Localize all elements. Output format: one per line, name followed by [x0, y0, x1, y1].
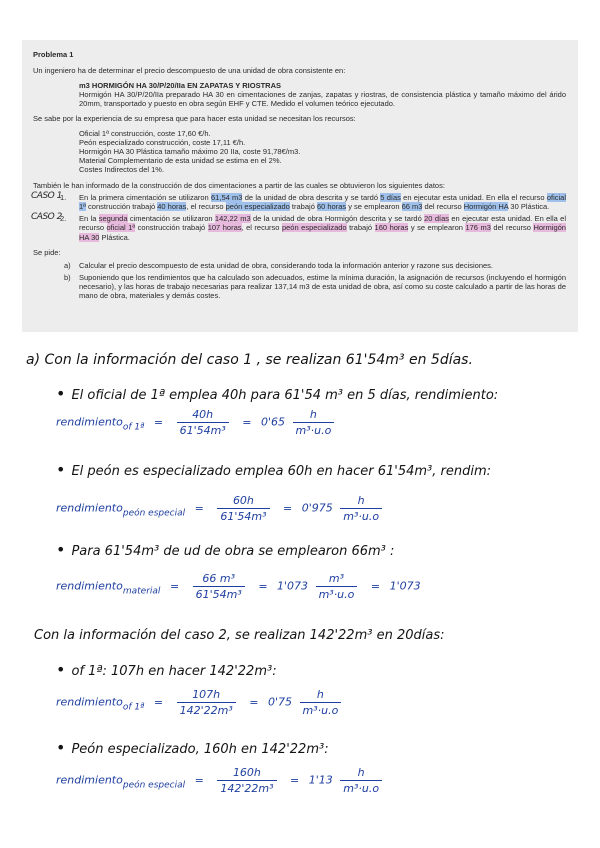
denominator: m³·u.o — [295, 424, 332, 437]
case-2-handwritten-tag: CASO 2 — [31, 212, 62, 223]
highlight: 20 días — [424, 214, 450, 224]
note-text: El peón es especializado emplea 60h en hacer 61'54m³, rendim: — [71, 464, 491, 479]
formula-label: rendimiento — [56, 773, 123, 787]
cases-intro: También le han informado de la construcción de dos cimentaciones a partir de las cuales se obtuvieron los siguientes datos: — [33, 181, 445, 191]
result: 0'75 — [267, 695, 292, 709]
case-text: trabajó — [289, 202, 317, 212]
case-text: del recurso — [490, 223, 534, 233]
case-text: 30 Plástica. — [508, 202, 550, 212]
problem-title: Problema 1 — [33, 50, 74, 59]
unit-fraction — [340, 494, 382, 523]
result: 0'65 — [260, 415, 285, 429]
equals-sign: = — [290, 774, 300, 787]
question-label: a) — [64, 260, 71, 270]
result: 1'073 — [389, 579, 421, 593]
fraction — [217, 766, 276, 795]
highlight: 40 horas — [157, 202, 187, 212]
formula-subscript: peón especial — [122, 508, 186, 519]
case-text: cimentación se utilizaron — [127, 214, 215, 224]
denominator: m³·u.o — [318, 588, 355, 601]
formula-subscript: material — [122, 586, 161, 597]
note-material — [56, 540, 394, 559]
highlight: 5 días — [380, 193, 401, 203]
case-text: En la primera cimentación se utilizaron — [79, 193, 212, 203]
questions-heading: Se pide: — [33, 247, 61, 257]
highlight: 107 horas — [207, 223, 242, 233]
highlight: 60 horas — [316, 202, 347, 212]
numerator: 60h — [217, 494, 269, 509]
highlight: peón especializado — [281, 223, 347, 233]
case-1-handwritten-tag: CASO 1 — [31, 191, 62, 202]
formula-label: rendimiento — [56, 695, 123, 709]
denominator: m³·u.o — [302, 704, 339, 717]
formula-peon-2 — [56, 766, 386, 795]
highlight: oficial 1ª — [106, 223, 136, 233]
equals-sign: = — [153, 696, 164, 709]
resource-item: Hormigón HA 30 Plástica tamaño máximo 20 IIa, coste 91,78€/m3. — [79, 146, 301, 156]
case-text: , el recurso — [241, 223, 282, 233]
highlight: oficial 1ª — [79, 193, 566, 212]
equals-sign: = — [242, 416, 252, 429]
case-text: En la — [79, 214, 99, 224]
equals-sign: = — [194, 502, 204, 515]
resource-list — [33, 129, 566, 174]
bullet-icon: • — [56, 540, 66, 559]
fraction — [177, 408, 229, 437]
case-2-heading: Con la información del caso 2, se realizan 142'22m³ en 20días: — [34, 628, 445, 643]
case-text: de la unidad de obra Hormigón descrita y se tardó — [250, 214, 425, 224]
numerator: 66 m³ — [193, 572, 245, 587]
case-number: 2. — [60, 214, 67, 224]
case-text: construcción trabajó — [85, 202, 158, 212]
note-text: Peón especializado, 160h en 142'22m³: — [71, 742, 329, 757]
result: 0'975 — [301, 501, 333, 515]
denominator: m³·u.o — [343, 510, 380, 523]
case-text: en ejecutar esta unidad. En ella el recurso — [79, 214, 566, 233]
equals-sign: = — [169, 580, 180, 593]
result: 1'073 — [277, 579, 309, 593]
highlight: Hormigón HA — [463, 202, 509, 212]
fraction — [177, 688, 236, 717]
formula-oficial-2 — [56, 688, 345, 717]
unit-fraction — [316, 572, 358, 601]
bullet-icon: • — [56, 384, 66, 403]
case-1-heading: a) Con la información del caso 1 , se realizan 61'54m³ en 5días. — [26, 352, 473, 368]
formula-subscript: peón especial — [122, 780, 186, 791]
equals-sign: = — [258, 580, 268, 593]
denominator: 61'54m³ — [195, 588, 242, 601]
question-text: Calcular el precio descompuesto de esta unidad de obra, considerando toda la información anterior y razone sus decisiones. — [79, 260, 493, 270]
fraction — [217, 494, 269, 523]
question-b — [33, 273, 566, 300]
highlight: segunda — [98, 214, 128, 224]
numerator: 107h — [177, 688, 236, 703]
formula-peon-1 — [56, 494, 386, 523]
case-text: y se emplearon — [408, 223, 466, 233]
case-text: Plástica. — [99, 232, 130, 242]
note-text: Para 61'54m³ de ud de obra se emplearon 66m³ : — [71, 544, 395, 559]
equals-sign: = — [249, 696, 259, 709]
resource-item: Material Complementario de esta unidad se estima en el 2%. — [79, 155, 282, 165]
numerator: m³ — [316, 572, 358, 587]
bullet-icon: • — [56, 460, 66, 479]
denominator: m³·u.o — [343, 782, 380, 795]
question-label: b) — [64, 272, 71, 282]
resource-item: Peón especializado construcción, coste 17,11 €/h. — [79, 137, 246, 147]
question-text: Suponiendo que los rendimientos que ha calculado son adecuados, estime la mínima duración, la asignación de recursos (incluyendo el hormigón necesario), y las horas de trabajo necesarias para realizar 137,14 m3 de esta unidad de obra, así como su coste calculado a partir de las horas de mano de obra, materiales y demás costes. — [79, 272, 566, 300]
formula-label: rendimiento — [56, 501, 123, 515]
numerator: h — [340, 766, 382, 781]
equals-sign: = — [283, 502, 293, 515]
case-2 — [33, 214, 566, 241]
resource-item: Oficial 1ª construcción, coste 17,60 €/h. — [79, 128, 211, 138]
unit-fraction — [300, 688, 342, 717]
resources-intro: Se sabe por la experiencia de su empresa que para hacer esta unidad se necesitan los recursos: — [33, 114, 356, 124]
result: 1'13 — [308, 773, 333, 787]
case-text: trabajó — [346, 223, 375, 233]
case-number: 1. — [60, 193, 67, 203]
case-text: del recurso — [422, 202, 464, 212]
highlight: 176 m3 — [465, 223, 491, 233]
denominator: 142'22m³ — [220, 782, 274, 795]
unit-fraction — [293, 408, 335, 437]
equals-sign: = — [194, 774, 204, 787]
unit-fraction — [340, 766, 382, 795]
note-peon — [56, 460, 491, 479]
case-text: de la unidad de obra descrita y se tardó — [242, 193, 381, 203]
formula-label: rendimiento — [56, 415, 123, 429]
highlight: peón especializado — [225, 202, 290, 212]
problem-intro: Un ingeniero ha de determinar el precio descompuesto de una unidad de obra consistente en: — [33, 66, 346, 76]
highlight: 142,22 m3 — [214, 214, 251, 224]
unit-description — [33, 81, 566, 108]
unit-title: m3 HORMIGÓN HA 30/P/20/IIa EN ZAPATAS Y RIOSTRAS — [79, 81, 281, 91]
numerator: 40h — [177, 408, 229, 423]
problem-statement — [22, 40, 578, 332]
case-text: , el recurso — [186, 202, 226, 212]
note-text: El oficial de 1ª emplea 40h para 61'54 m³ en 5 días, rendimiento: — [71, 388, 499, 403]
note-oficial — [56, 384, 498, 403]
note-text: of 1ª: 107h en hacer 142'22m³: — [71, 664, 277, 679]
equals-sign: = — [370, 580, 381, 593]
numerator: h — [340, 494, 382, 509]
highlight: 160 horas — [374, 223, 409, 233]
note-peon-2 — [56, 738, 329, 757]
highlight: Hormigón HA 30 — [79, 223, 566, 242]
case-text: construcción trabajó — [135, 223, 208, 233]
case-text: y se emplearon — [346, 202, 402, 212]
case-1 — [33, 193, 566, 211]
bullet-icon: • — [56, 660, 66, 679]
numerator: h — [300, 688, 342, 703]
equals-sign: = — [153, 416, 164, 429]
highlight: 61,54 m3 — [211, 193, 243, 203]
case-text: en ejecutar esta unidad. En ella el recurso — [400, 193, 547, 203]
formula-label: rendimiento — [56, 579, 123, 593]
formula-subscript: of 1ª — [122, 422, 145, 433]
note-oficial-2 — [56, 660, 277, 679]
bullet-icon: • — [56, 738, 66, 757]
numerator: h — [293, 408, 335, 423]
resource-item: Costes Indirectos del 1%. — [79, 164, 165, 174]
denominator: 61'54m³ — [220, 510, 267, 523]
question-a — [33, 261, 566, 270]
formula-subscript: of 1ª — [122, 702, 145, 713]
formula-oficial-1 — [56, 408, 338, 437]
numerator: 160h — [217, 766, 276, 781]
fraction — [193, 572, 245, 601]
denominator: 61'54m³ — [179, 424, 226, 437]
highlight: 66 m3 — [401, 202, 423, 212]
denominator: 142'22m³ — [179, 704, 233, 717]
formula-material-1 — [56, 572, 421, 601]
unit-text: Hormigón HA 30/P/20/IIa preparado HA 30 en cimentaciones de zanjas, zapatas y riostras, de consistencia plástica y tamaño máximo del árido 20mm, transportado y puesto en obra según EHF y CTE. Medido el volumen teórico ejecutado. — [79, 90, 566, 109]
